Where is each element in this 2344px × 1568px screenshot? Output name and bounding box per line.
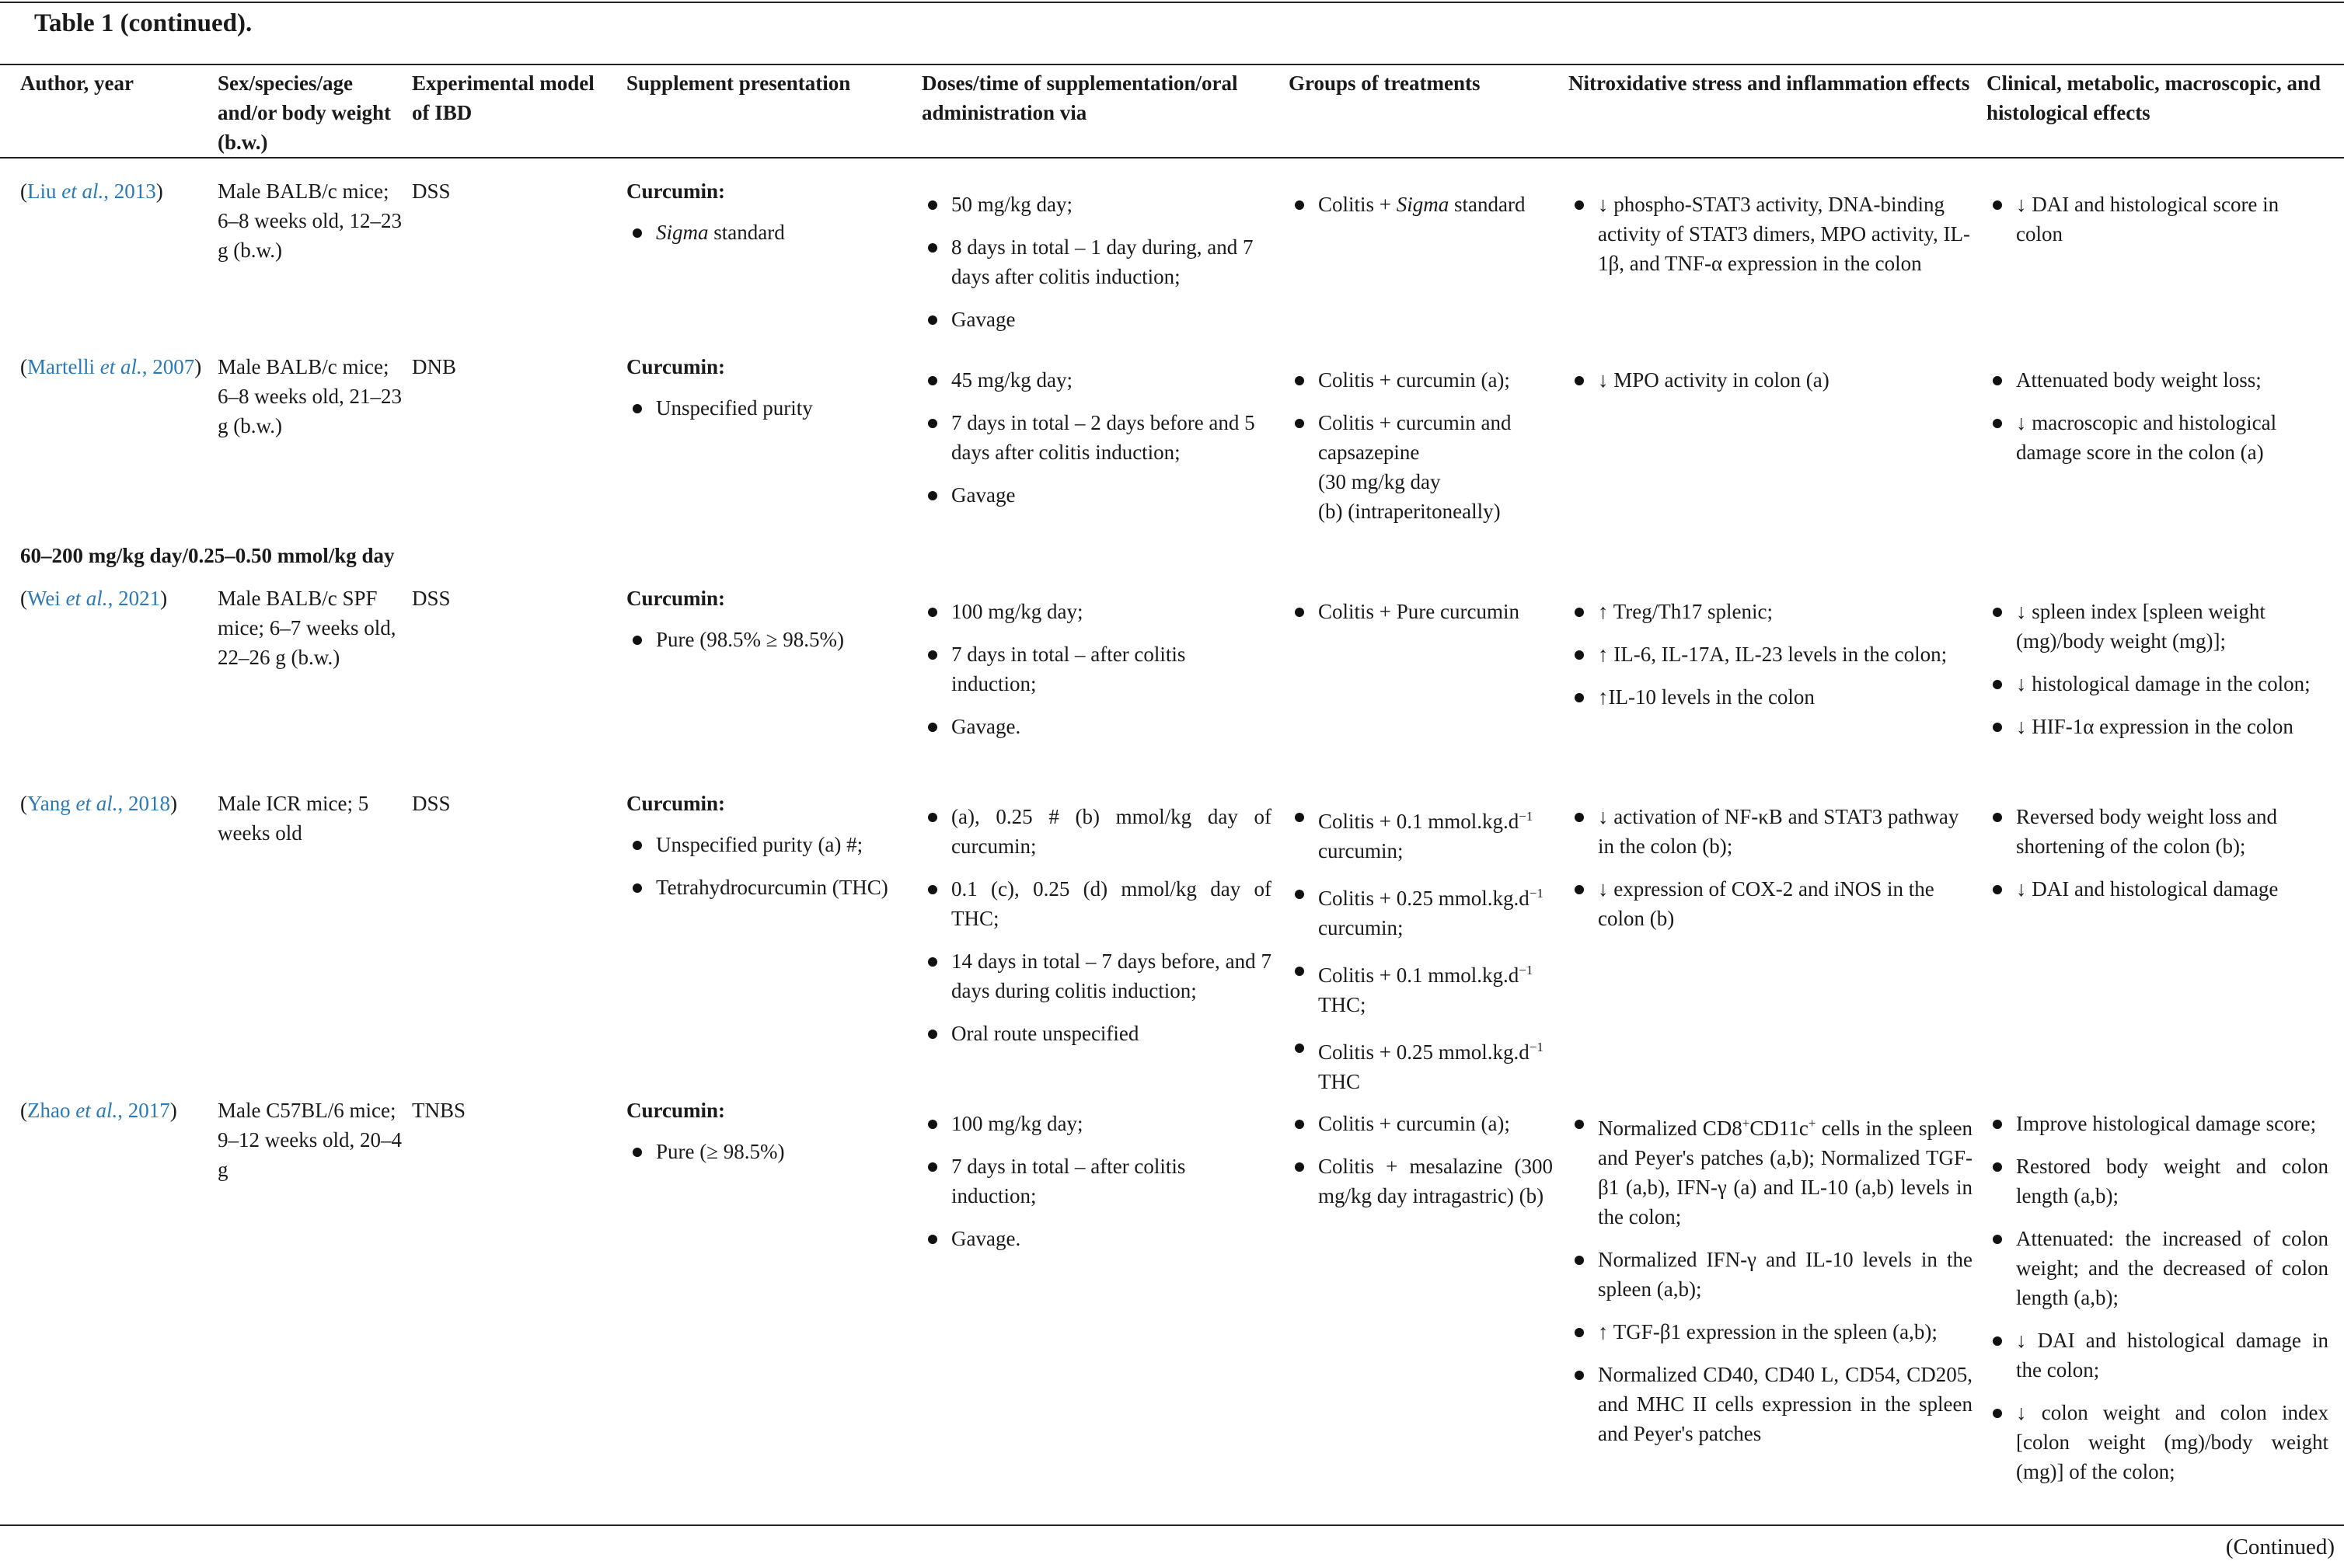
list-item: Pure (≥ 98.5%) — [626, 1137, 914, 1166]
table-title: Table 1 (continued). — [34, 9, 253, 37]
row3-author: (Wei et al., 2021) — [20, 587, 168, 610]
list-item: Restored body weight and colon length (a,b); — [1986, 1152, 2328, 1211]
row3-clinical — [1986, 597, 2328, 754]
list-item: 100 mg/kg day; — [922, 597, 1271, 626]
list-item: Gavage — [922, 480, 1271, 510]
list-item: ↓ MPO activity in colon (a) — [1568, 365, 1973, 395]
row4-doses — [922, 802, 1271, 1061]
continued-label: (Continued) — [2225, 1535, 2335, 1559]
row3-doses — [922, 597, 1271, 754]
list-item: Normalized CD40, CD40 L, CD54, CD205, and MHC II cells expression in the spleen and Peyer's patches — [1568, 1360, 1973, 1448]
row5-model: TNBS — [412, 1099, 466, 1122]
supplement-label: Curcumin: — [626, 355, 726, 378]
list-item: ↓ colon weight and colon index [colon weight (mg)/body weight (mg)] of the colon; — [1986, 1398, 2328, 1486]
list-item: ↓ DAI and histological damage — [1986, 874, 2328, 904]
list-item: Normalized CD8+CD11c+ cells in the spleen and Peyer's patches (a,b); Normalized TGF-β1 (a,b), IFN-γ (a) and IL-10 (a,b) levels in the colon; — [1568, 1109, 1973, 1232]
list-item: Colitis + 0.1 $mmol.kg.d^{-1}$ THC; — [1289, 956, 1561, 1019]
row4-groups — [1289, 802, 1561, 1110]
list-item: Normalized IFN-γ and IL-10 levels in the spleen (a,b); — [1568, 1245, 1973, 1304]
list-item: 8 days in total – 1 day during, and 7 days after colitis induction; — [922, 232, 1271, 291]
list-item: Colitis + curcumin (a); — [1289, 365, 1561, 395]
table-bottom-rule — [0, 1524, 2344, 1526]
list-item: Oral route unspecified — [922, 1019, 1271, 1048]
list-item: Colitis + 0.1 $mmol.kg.d^{-1}$ curcumin; — [1289, 802, 1561, 866]
list-item: 7 days in total – after colitis induction; — [922, 639, 1271, 699]
list-item: Sigma standard — [626, 218, 914, 247]
row5-clinical — [1986, 1109, 2328, 1500]
list-item: Colitis + 0.25 $mmol.kg.d^{-1}$ THC — [1289, 1033, 1561, 1096]
list-item: 14 days in total – 7 days before, and 7 days during colitis induction; — [922, 946, 1271, 1005]
dose-section-label: 60–200 mg/kg day/0.25–0.50 mmol/kg day — [20, 544, 395, 567]
list-item: ↑ IL-6, IL-17A, IL-23 levels in the colon; — [1568, 639, 1973, 669]
header-doses: Doses/time of supplementation/oral administration via — [922, 71, 1238, 124]
row1-supplement — [626, 176, 914, 260]
list-item: 7 days in total – after colitis induction; — [922, 1152, 1271, 1211]
citation-link[interactable]: Zhao et al., 2017 — [27, 1099, 170, 1122]
row5-sex: Male C57BL/6 mice; 9–12 weeks old, 20–4 g — [218, 1099, 402, 1181]
row2-clinical — [1986, 365, 2328, 480]
list-item: ↓ macroscopic and histological damage score in the colon (a) — [1986, 408, 2328, 467]
row2-doses — [922, 365, 1271, 523]
citation-link[interactable]: Martelli et al., 2007 — [27, 355, 195, 378]
row1-clinical — [1986, 190, 2328, 262]
list-item: ↓ DAI and histological damage in the colon; — [1986, 1326, 2328, 1385]
row2-groups — [1289, 365, 1561, 539]
row3-stress — [1568, 597, 1973, 725]
list-item: Improve histological damage score; — [1986, 1109, 2328, 1138]
row5-author: (Zhao et al., 2017) — [20, 1099, 177, 1122]
list-item: 50 mg/kg day; — [922, 190, 1271, 219]
list-item: ↓ phospho-STAT3 activity, DNA-binding activity of STAT3 dimers, MPO activity, IL-1β, and TNF-α expression in the colon — [1568, 190, 1973, 278]
list-item: Colitis + Sigma standard — [1289, 190, 1561, 219]
row5-doses — [922, 1109, 1271, 1267]
list-item: 45 mg/kg day; — [922, 365, 1271, 395]
list-item: Attenuated: the increased of colon weight; and the decreased of colon length (a,b); — [1986, 1224, 2328, 1312]
row2-supplement — [626, 352, 914, 436]
list-item: Colitis + curcumin and capsazepine (30 mg/kg day (b) (intraperitoneally) — [1289, 408, 1561, 526]
header-sex: Sex/species/age and/or body weight (b.w.) — [218, 71, 392, 154]
row2-model: DNB — [412, 355, 457, 378]
row1-groups — [1289, 190, 1561, 232]
header-stress: Nitroxidative stress and inflammation effects — [1568, 71, 1970, 95]
header-top-rule — [0, 64, 2344, 65]
list-item: Colitis + curcumin (a); — [1289, 1109, 1553, 1138]
list-item: Unspecified purity (a) #; — [626, 830, 914, 859]
header-bottom-rule — [0, 157, 2344, 159]
list-item: Gavage. — [922, 1224, 1271, 1253]
list-item: Tetrahydrocurcumin (THC) — [626, 873, 914, 902]
list-item: 7 days in total – 2 days before and 5 days after colitis induction; — [922, 408, 1271, 467]
citation-link[interactable]: Liu et al., 2013 — [27, 179, 156, 203]
header-model: Experimental model of IBD — [412, 71, 595, 124]
row1-stress — [1568, 190, 1973, 291]
row4-clinical — [1986, 802, 2328, 917]
row2-sex: Male BALB/c mice; 6–8 weeks old, 21–23 g (b.w.) — [218, 355, 402, 437]
row3-model: DSS — [412, 587, 451, 610]
supplement-label: Curcumin: — [626, 1099, 726, 1122]
row4-author: (Yang et al., 2018) — [20, 792, 178, 815]
citation-link[interactable]: Wei et al., 2021 — [27, 587, 161, 610]
supplement-label: Curcumin: — [626, 179, 726, 203]
list-item: 100 mg/kg day; — [922, 1109, 1271, 1138]
row3-supplement — [626, 584, 914, 667]
list-item: 0.1 (c), 0.25 (d) mmol/kg day of THC; — [922, 874, 1271, 933]
row1-doses — [922, 190, 1271, 347]
row5-groups — [1289, 1109, 1553, 1224]
top-rule — [0, 2, 2344, 3]
list-item: Gavage. — [922, 712, 1271, 741]
list-item: Attenuated body weight loss; — [1986, 365, 2328, 395]
list-item: ↓ DAI and histological score in colon — [1986, 190, 2328, 249]
row3-sex: Male BALB/c SPF mice; 6–7 weeks old, 22–26 g (b.w.) — [218, 587, 396, 669]
row4-sex: Male ICR mice; 5 weeks old — [218, 792, 369, 845]
list-item: Reversed body weight loss and shortening of the colon (b); — [1986, 802, 2328, 861]
header-clinical: Clinical, metabolic, macroscopic, and histological effects — [1986, 71, 2321, 124]
row2-author: (Martelli et al., 2007) — [20, 355, 202, 378]
list-item: ↓ histological damage in the colon; — [1986, 669, 2328, 699]
row1-sex: Male BALB/c mice; 6–8 weeks old, 12–23 g (b.w.) — [218, 179, 402, 262]
list-item: ↓ spleen index [spleen weight (mg)/body weight (mg)]; — [1986, 597, 2328, 656]
header-author: Author, year — [20, 71, 134, 95]
list-item: Gavage — [922, 305, 1271, 334]
list-item: Unspecified purity — [626, 393, 914, 423]
list-item: ↑ Treg/Th17 splenic; — [1568, 597, 1973, 626]
supplement-label: Curcumin: — [626, 792, 726, 815]
header-supplement: Supplement presentation — [626, 71, 851, 95]
row2-stress — [1568, 365, 1973, 408]
list-item: ↑IL-10 levels in the colon — [1568, 682, 1973, 712]
list-item: (a), 0.25 # (b) mmol/kg day of curcumin; — [922, 802, 1271, 861]
list-item: ↓ expression of COX-2 and iNOS in the colon (b) — [1568, 874, 1973, 933]
row5-stress — [1568, 1109, 1973, 1462]
header-groups: Groups of treatments — [1289, 71, 1481, 95]
list-item: Colitis + mesalazine (300 mg/kg day intragastric) (b) — [1289, 1152, 1553, 1211]
list-item: ↓ HIF-1α expression in the colon — [1986, 712, 2328, 741]
row3-groups — [1289, 597, 1561, 639]
row4-model: DSS — [412, 792, 451, 815]
list-item: ↓ activation of NF-κB and STAT3 pathway in the colon (b); — [1568, 802, 1973, 861]
list-item: Colitis + Pure curcumin — [1289, 597, 1561, 626]
row1-author: (Liu et al., 2013) — [20, 179, 163, 203]
row5-supplement — [626, 1096, 914, 1179]
list-item: ↑ TGF-β1 expression in the spleen (a,b); — [1568, 1317, 1973, 1347]
row4-stress — [1568, 802, 1973, 946]
row1-model: DSS — [412, 179, 451, 203]
supplement-label: Curcumin: — [626, 587, 726, 610]
list-item: Colitis + 0.25 $mmol.kg.d^{-1}$ curcumin; — [1289, 879, 1561, 943]
citation-link[interactable]: Yang et al., 2018 — [27, 792, 171, 815]
list-item: Pure (98.5% ≥ 98.5%) — [626, 625, 914, 654]
row4-supplement — [626, 789, 914, 915]
